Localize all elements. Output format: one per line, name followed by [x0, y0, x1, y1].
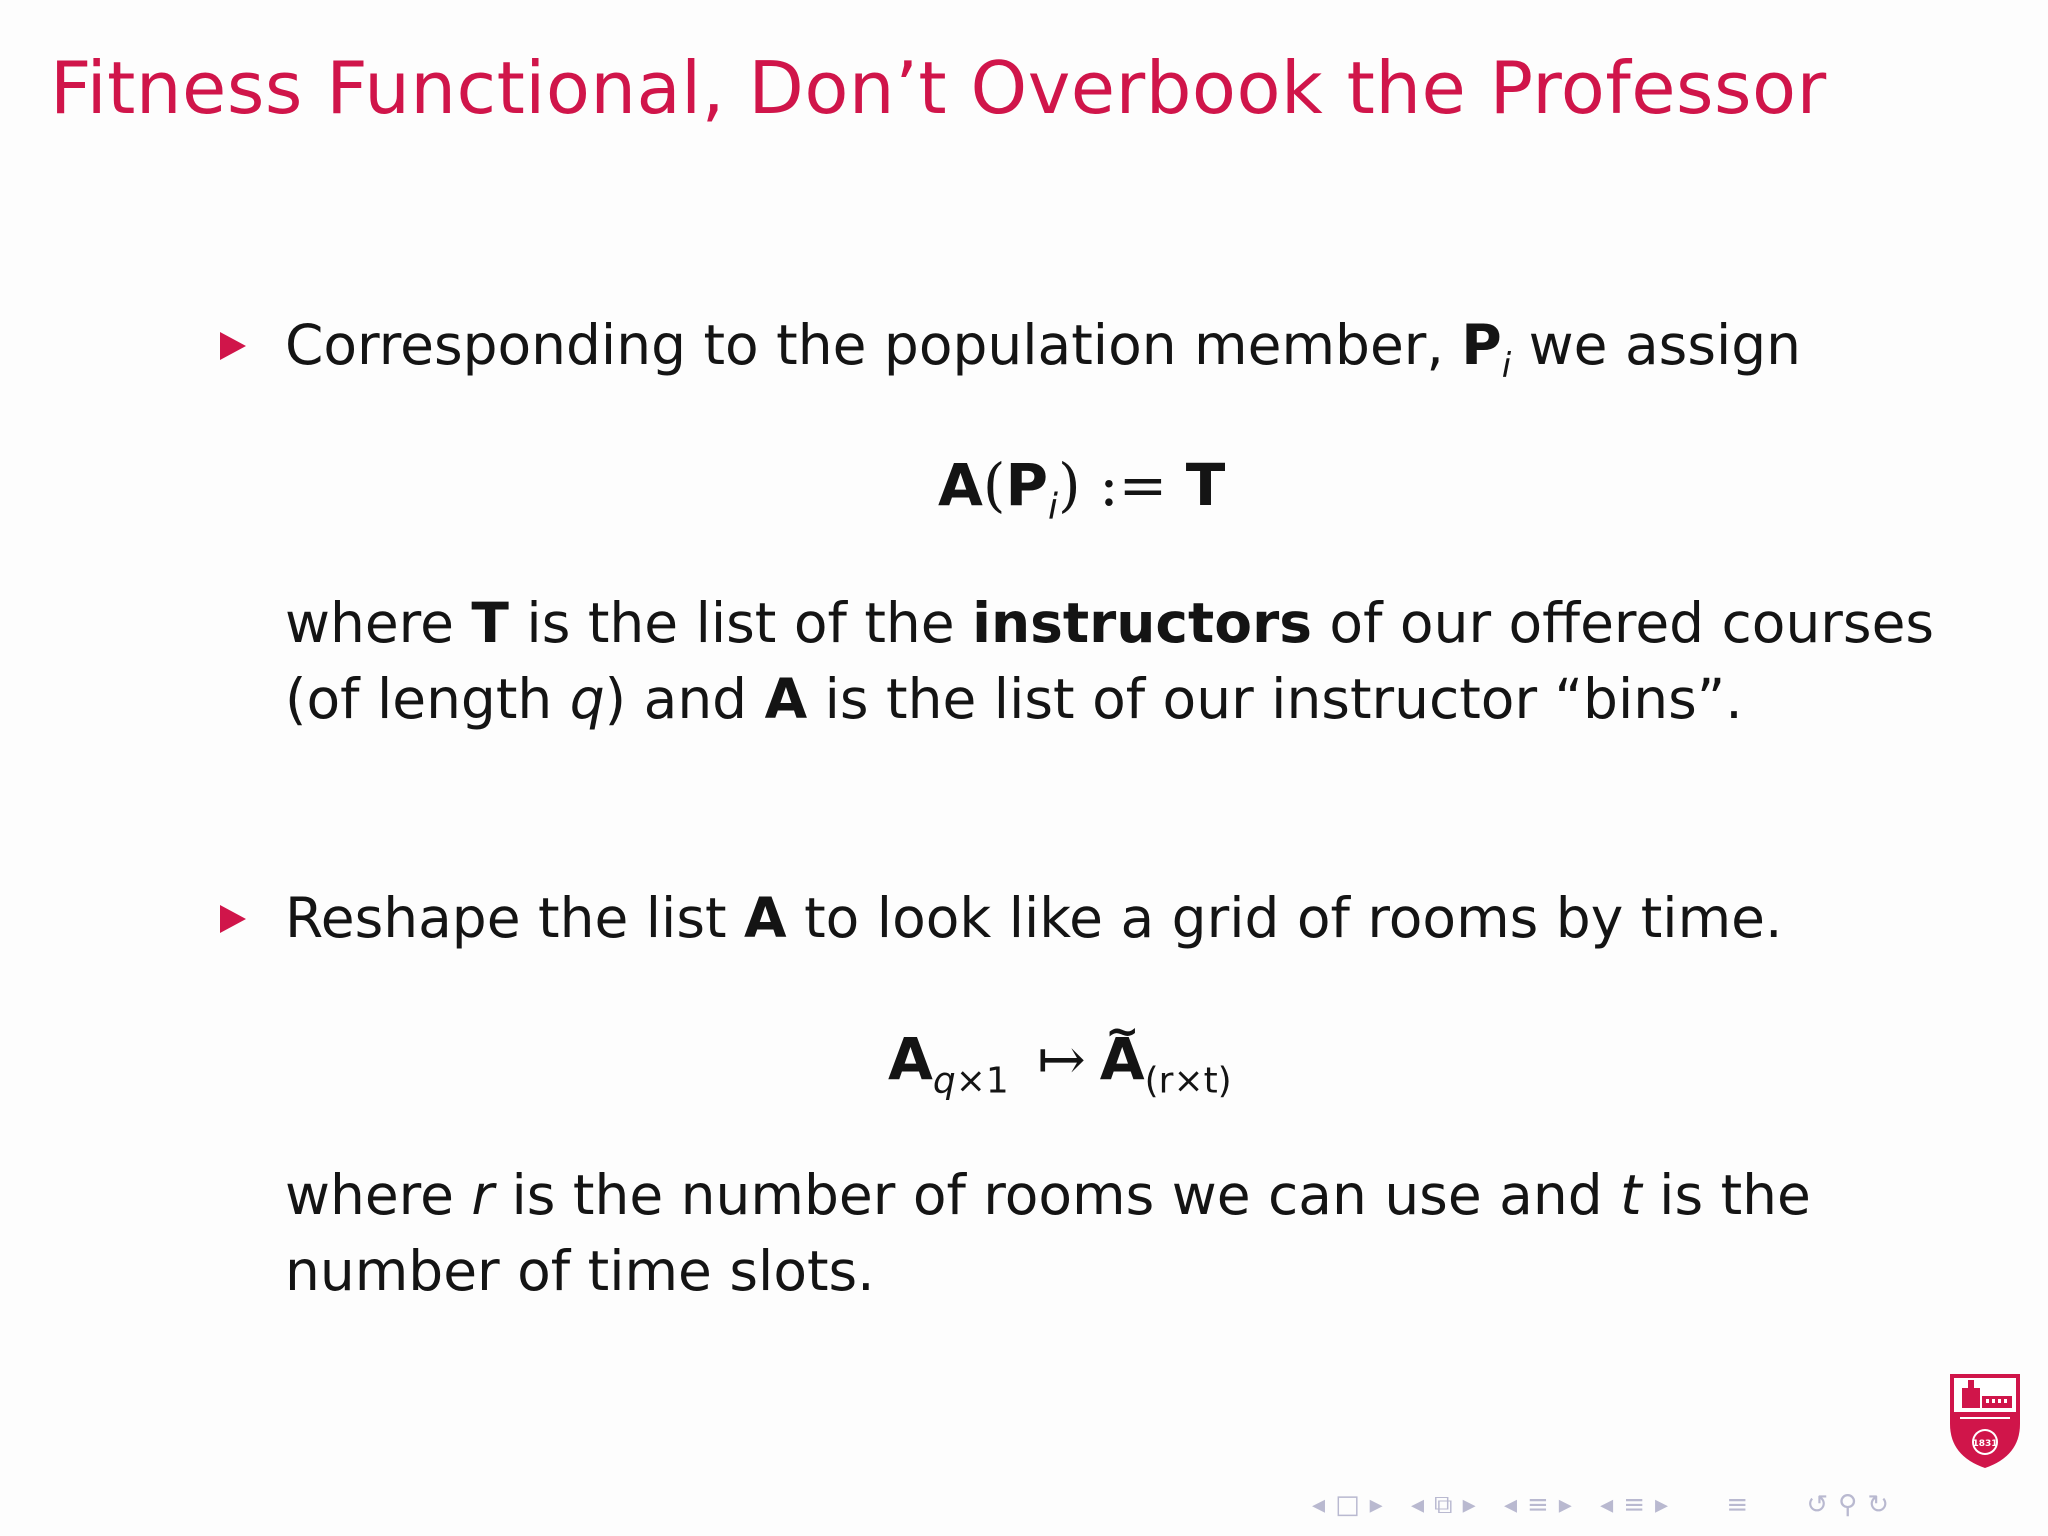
university-shield-logo [1940, 1366, 2030, 1470]
frame-icon[interactable]: □ [1335, 1490, 1360, 1520]
para-2-text: is the number of rooms we can use and [494, 1163, 1621, 1227]
para-2-text: where [285, 1163, 472, 1227]
equation-assignment [938, 451, 1226, 528]
equation-reshape [888, 1025, 1232, 1102]
arrow-left-icon[interactable]: ◂ [1312, 1490, 1326, 1520]
para-2-text: is the [1641, 1163, 1811, 1227]
symbol-t: t [1620, 1163, 1642, 1227]
symbol-A: A [744, 886, 787, 950]
para-2-line-2: number of time slots. [285, 1239, 875, 1303]
arrow-right-icon[interactable]: ▸ [1654, 1490, 1669, 1520]
subscript-i: i [1501, 345, 1512, 386]
back-icon[interactable]: ↺ [1806, 1490, 1829, 1520]
eq1-open-paren: ( [982, 451, 1006, 519]
arrow-right-icon[interactable]: ▸ [1558, 1490, 1572, 1520]
search-icon[interactable]: ⚲ [1838, 1490, 1858, 1520]
symbol-r: r [471, 1163, 495, 1227]
eq1-close-paren: ) [1058, 451, 1081, 519]
para-1-text: of our offered courses [1311, 591, 1935, 655]
para-1-text: is the list of our instructor “bins”. [807, 667, 1743, 731]
symbol-T: T [471, 591, 509, 655]
eq2-subscript-rxt: (r×t) [1144, 1060, 1232, 1102]
symbol-P: P [1461, 313, 1502, 377]
slide-title: Fitness Functional, Don’t Overbook the Professor [50, 46, 1827, 130]
para-2-line-1 [285, 1163, 1811, 1227]
eq1-P: P [1005, 451, 1049, 519]
symbol-q: q [569, 667, 605, 731]
arrow-left-icon[interactable]: ◂ [1600, 1490, 1614, 1520]
bullet-1-suffix: we assign [1511, 313, 1802, 377]
para-1-line-1 [285, 591, 1935, 655]
eq2-mapsto: ↦ [1037, 1025, 1086, 1093]
logo-year: 1831 [1972, 1439, 1998, 1449]
bullet-2-text [285, 886, 1783, 950]
arrow-left-icon[interactable]: ◂ [1503, 1490, 1517, 1520]
eq2-subscript [933, 1061, 1009, 1102]
arrow-right-icon[interactable]: ▸ [1462, 1490, 1476, 1520]
bullet-1-prefix: Corresponding to the population member, [285, 313, 1462, 377]
emphasis-instructors: instructors [972, 591, 1312, 655]
eq1-A: A [938, 451, 983, 519]
arrow-left-icon[interactable]: ◂ [1410, 1490, 1425, 1520]
beamer-navigation [1312, 1490, 1899, 1520]
arrow-right-icon[interactable]: ▸ [1369, 1490, 1383, 1520]
eq1-assign-operator: := [1080, 451, 1186, 519]
eq1-subscript-i: i [1048, 486, 1059, 528]
eq2-A: A [888, 1025, 933, 1093]
eq2-subscript-rest: ×1 [955, 1060, 1009, 1102]
para-1-line-2 [285, 667, 1743, 731]
section-icon[interactable]: ≡ [1527, 1490, 1549, 1520]
para-1-text: where [285, 591, 472, 655]
bullet-2-prefix: Reshape the list [285, 886, 745, 950]
subsection-icon[interactable]: ⧉ [1434, 1490, 1453, 1520]
section-icon[interactable]: ≡ [1623, 1490, 1645, 1520]
eq1-T: T [1185, 451, 1226, 519]
eq2-subscript-q: q [932, 1060, 956, 1102]
symbol-A: A [764, 667, 808, 731]
eq2-A-tilde: ~ A [1100, 1030, 1145, 1088]
align-icon[interactable]: ≡ [1726, 1490, 1749, 1520]
bullet-marker-1 [220, 332, 246, 360]
refresh-icon[interactable]: ↻ [1867, 1490, 1890, 1520]
bullet-marker-2 [220, 905, 246, 933]
para-1-text: ) and [604, 667, 765, 731]
bullet-2-suffix: to look like a grid of rooms by time. [786, 886, 1783, 950]
bullet-1-text [285, 313, 1802, 386]
para-1-text: (of length [285, 667, 570, 731]
para-1-text: is the list of the [508, 591, 973, 655]
